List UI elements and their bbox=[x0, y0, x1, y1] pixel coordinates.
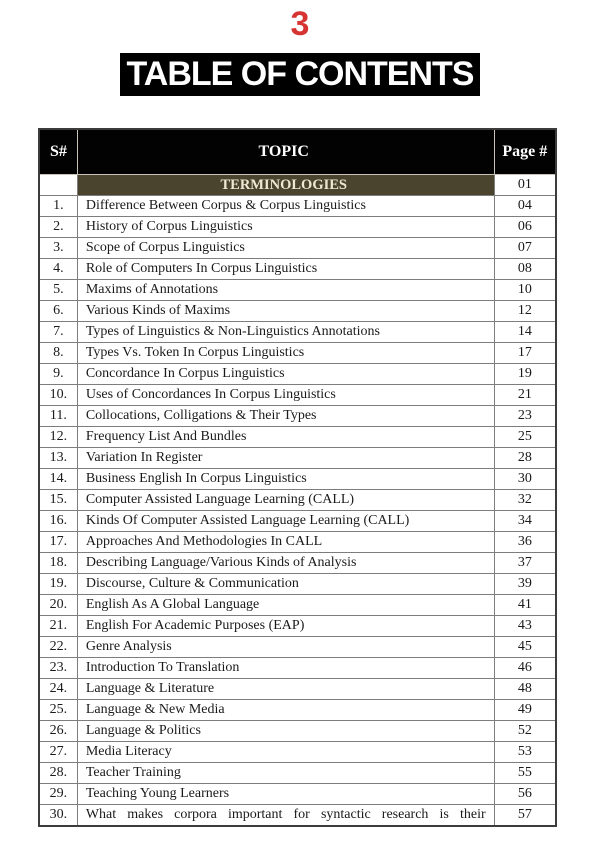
cell-sno: 25. bbox=[39, 700, 77, 721]
cell-topic: What makes corpora important for syntactic research is their bbox=[77, 805, 494, 827]
cell-page: 14 bbox=[494, 322, 556, 343]
cell-page: 34 bbox=[494, 511, 556, 532]
page-number: 3 bbox=[290, 5, 310, 43]
cell-page: 37 bbox=[494, 553, 556, 574]
cell-topic: Variation In Register bbox=[77, 448, 494, 469]
cell-page: 39 bbox=[494, 574, 556, 595]
cell-sno: 14. bbox=[39, 469, 77, 490]
cell-sno: 30. bbox=[39, 805, 77, 827]
page-title-banner bbox=[120, 53, 480, 96]
cell-page: 46 bbox=[494, 658, 556, 679]
cell-topic: Uses of Concordances In Corpus Linguistics bbox=[77, 385, 494, 406]
cell-topic: Computer Assisted Language Learning (CALL) bbox=[77, 490, 494, 511]
table-row bbox=[39, 469, 556, 490]
cell-topic: Approaches And Methodologies In CALL bbox=[77, 532, 494, 553]
cell-sno: 3. bbox=[39, 238, 77, 259]
table-row bbox=[39, 238, 556, 259]
table-row bbox=[39, 196, 556, 217]
cell-page: 12 bbox=[494, 301, 556, 322]
cell-sno: 6. bbox=[39, 301, 77, 322]
cell-sno: 24. bbox=[39, 679, 77, 700]
cell-sno: 2. bbox=[39, 217, 77, 238]
cell-sno: 1. bbox=[39, 196, 77, 217]
cell-topic: English As A Global Language bbox=[77, 595, 494, 616]
cell-page: 23 bbox=[494, 406, 556, 427]
table-row bbox=[39, 763, 556, 784]
table-row bbox=[39, 805, 556, 827]
table-row bbox=[39, 490, 556, 511]
cell-page: 08 bbox=[494, 259, 556, 280]
table-row bbox=[39, 448, 556, 469]
header-topic: TOPIC bbox=[77, 129, 494, 175]
table-row bbox=[39, 511, 556, 532]
table-row bbox=[39, 280, 556, 301]
table-row bbox=[39, 595, 556, 616]
table-row bbox=[39, 301, 556, 322]
cell-topic: Genre Analysis bbox=[77, 637, 494, 658]
cell-topic: Types of Linguistics & Non-Linguistics Annotations bbox=[77, 322, 494, 343]
cell-page: 48 bbox=[494, 679, 556, 700]
cell-topic: Difference Between Corpus & Corpus Linguistics bbox=[77, 196, 494, 217]
cell-page: 32 bbox=[494, 490, 556, 511]
cell-page: 45 bbox=[494, 637, 556, 658]
cell-page: 19 bbox=[494, 364, 556, 385]
cell-page: 21 bbox=[494, 385, 556, 406]
cell-sno: 23. bbox=[39, 658, 77, 679]
cell-topic: English For Academic Purposes (EAP) bbox=[77, 616, 494, 637]
cell-page: 06 bbox=[494, 217, 556, 238]
table-row bbox=[39, 259, 556, 280]
cell-topic: Collocations, Colligations & Their Types bbox=[77, 406, 494, 427]
table-row bbox=[39, 658, 556, 679]
cell-page: 25 bbox=[494, 427, 556, 448]
cell-topic: Role of Computers In Corpus Linguistics bbox=[77, 259, 494, 280]
cell-topic: History of Corpus Linguistics bbox=[77, 217, 494, 238]
cell-topic: Teaching Young Learners bbox=[77, 784, 494, 805]
cell-sno: 22. bbox=[39, 637, 77, 658]
section-title: TERMINOLOGIES bbox=[77, 175, 494, 196]
cell-topic: Media Literacy bbox=[77, 742, 494, 763]
cell-topic: Language & Literature bbox=[77, 679, 494, 700]
cell-sno: 9. bbox=[39, 364, 77, 385]
table-row bbox=[39, 574, 556, 595]
table-row bbox=[39, 385, 556, 406]
cell-page: 56 bbox=[494, 784, 556, 805]
table-row bbox=[39, 217, 556, 238]
table-row bbox=[39, 616, 556, 637]
cell-sno bbox=[39, 175, 77, 196]
cell-page: 10 bbox=[494, 280, 556, 301]
cell-page: 36 bbox=[494, 532, 556, 553]
cell-sno: 11. bbox=[39, 406, 77, 427]
cell-sno: 29. bbox=[39, 784, 77, 805]
table-row bbox=[39, 364, 556, 385]
table-row bbox=[39, 721, 556, 742]
section-row-terminologies bbox=[39, 175, 556, 196]
toc-table-body bbox=[39, 129, 556, 826]
cell-page: 49 bbox=[494, 700, 556, 721]
cell-page: 07 bbox=[494, 238, 556, 259]
cell-topic: Kinds Of Computer Assisted Language Learning (CALL) bbox=[77, 511, 494, 532]
cell-page: 57 bbox=[494, 805, 556, 827]
cell-sno: 12. bbox=[39, 427, 77, 448]
table-row bbox=[39, 784, 556, 805]
page-title: TABLE OF CONTENTS bbox=[126, 55, 474, 93]
cell-page: 30 bbox=[494, 469, 556, 490]
table-row bbox=[39, 532, 556, 553]
cell-sno: 19. bbox=[39, 574, 77, 595]
cell-topic: Language & Politics bbox=[77, 721, 494, 742]
cell-sno: 13. bbox=[39, 448, 77, 469]
table-row bbox=[39, 679, 556, 700]
table-row bbox=[39, 553, 556, 574]
toc-table bbox=[38, 128, 557, 827]
cell-page: 43 bbox=[494, 616, 556, 637]
header-page: Page # bbox=[494, 129, 556, 175]
cell-sno: 21. bbox=[39, 616, 77, 637]
table-row bbox=[39, 343, 556, 364]
table-header-row bbox=[39, 129, 556, 175]
cell-sno: 10. bbox=[39, 385, 77, 406]
cell-topic: Discourse, Culture & Communication bbox=[77, 574, 494, 595]
cell-sno: 26. bbox=[39, 721, 77, 742]
cell-page: 52 bbox=[494, 721, 556, 742]
cell-topic: Describing Language/Various Kinds of Analysis bbox=[77, 553, 494, 574]
cell-sno: 20. bbox=[39, 595, 77, 616]
cell-sno: 4. bbox=[39, 259, 77, 280]
cell-page: 01 bbox=[494, 175, 556, 196]
cell-sno: 27. bbox=[39, 742, 77, 763]
cell-sno: 28. bbox=[39, 763, 77, 784]
table-row bbox=[39, 700, 556, 721]
cell-page: 04 bbox=[494, 196, 556, 217]
cell-sno: 17. bbox=[39, 532, 77, 553]
cell-page: 55 bbox=[494, 763, 556, 784]
cell-topic: Concordance In Corpus Linguistics bbox=[77, 364, 494, 385]
table-row bbox=[39, 742, 556, 763]
cell-topic: Business English In Corpus Linguistics bbox=[77, 469, 494, 490]
cell-topic: Maxims of Annotations bbox=[77, 280, 494, 301]
cell-topic: Frequency List And Bundles bbox=[77, 427, 494, 448]
table-row bbox=[39, 322, 556, 343]
cell-topic: Scope of Corpus Linguistics bbox=[77, 238, 494, 259]
cell-sno: 7. bbox=[39, 322, 77, 343]
cell-sno: 18. bbox=[39, 553, 77, 574]
cell-topic: Types Vs. Token In Corpus Linguistics bbox=[77, 343, 494, 364]
table-row bbox=[39, 406, 556, 427]
cell-sno: 15. bbox=[39, 490, 77, 511]
table-row bbox=[39, 637, 556, 658]
table-row bbox=[39, 427, 556, 448]
cell-page: 53 bbox=[494, 742, 556, 763]
cell-page: 28 bbox=[494, 448, 556, 469]
cell-sno: 5. bbox=[39, 280, 77, 301]
cell-topic: Teacher Training bbox=[77, 763, 494, 784]
cell-sno: 8. bbox=[39, 343, 77, 364]
cell-topic: Introduction To Translation bbox=[77, 658, 494, 679]
cell-page: 17 bbox=[494, 343, 556, 364]
header-serial-number: S# bbox=[39, 129, 77, 175]
cell-page: 41 bbox=[494, 595, 556, 616]
cell-sno: 16. bbox=[39, 511, 77, 532]
cell-topic: Language & New Media bbox=[77, 700, 494, 721]
cell-topic: Various Kinds of Maxims bbox=[77, 301, 494, 322]
